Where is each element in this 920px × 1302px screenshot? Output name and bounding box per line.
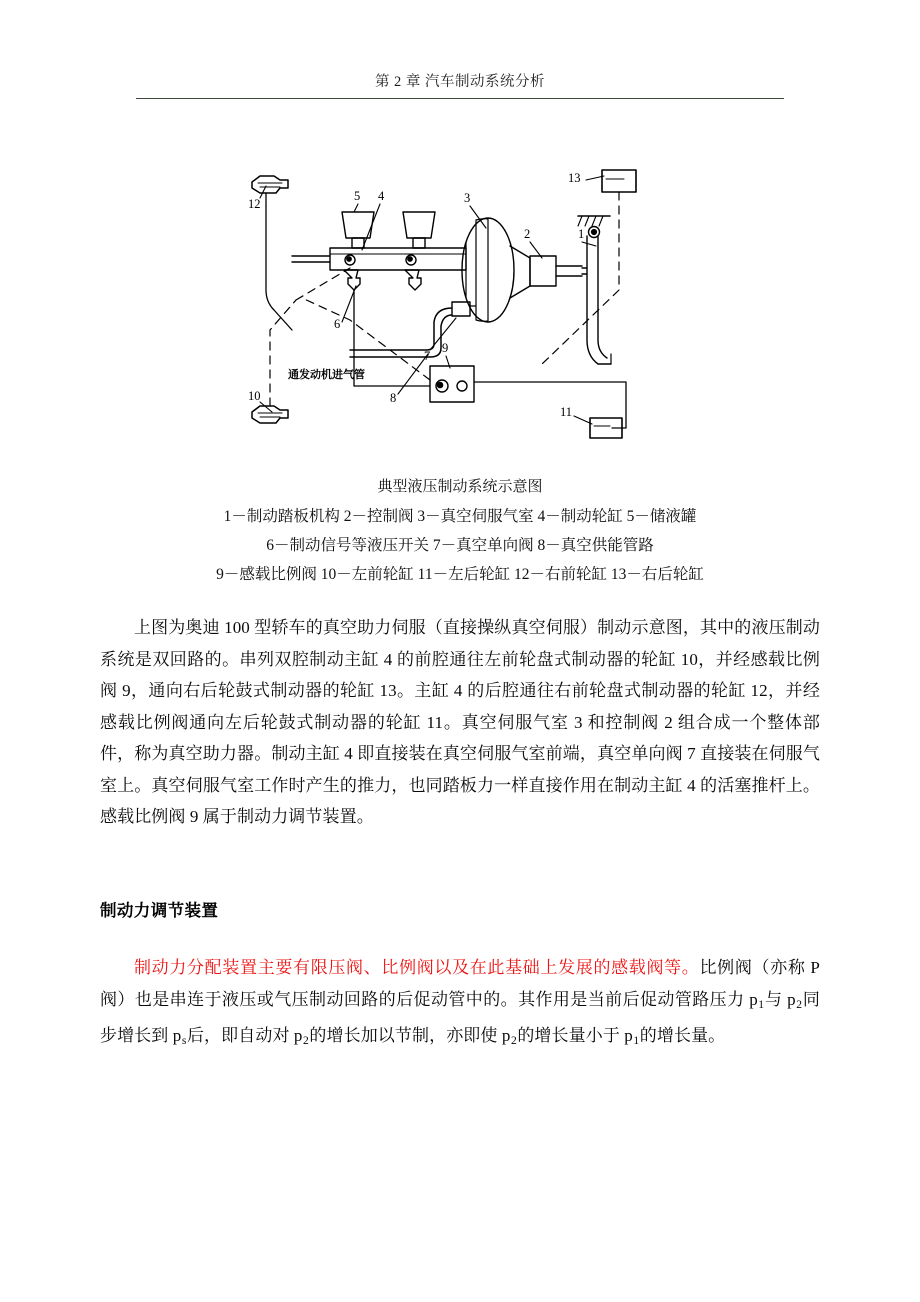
para2-seg-3: 同步增长到 p	[100, 989, 820, 1046]
section-heading-block	[100, 898, 820, 924]
para2-seg-4: 后，即自动对 p	[186, 1026, 303, 1046]
subscript-s: s	[181, 1034, 187, 1048]
callout-leaders	[260, 176, 604, 424]
figure-block	[0, 150, 920, 589]
reservoir-5-right	[403, 212, 435, 248]
page-section-title: 制动力调节装置	[100, 901, 219, 920]
reservoir-5-left	[342, 212, 374, 248]
wheel-cylinder-13-shape	[602, 170, 636, 192]
vacuum-check-valve-7	[452, 302, 476, 316]
callout-2: 2	[524, 227, 531, 241]
callout-6: 6	[334, 317, 341, 331]
header-title: 第 2 章 汽车制动系统分析	[374, 74, 546, 90]
callout-8: 8	[390, 391, 397, 405]
brake-system-schematic-svg	[230, 150, 690, 470]
para2-seg-1: 比例阀（亦称 P 阀）也是串连于液压或气压制动回路的后促动管中的。其作用是当前后促动管路压力 p	[100, 958, 820, 1009]
engine-intake-label: 通发动机进气管	[288, 368, 365, 381]
vacuum-supply-line-8	[350, 308, 452, 357]
figure-legend	[0, 502, 920, 589]
main-paragraph-2-block	[100, 952, 820, 1057]
subscript-2c: 2	[510, 1034, 517, 1048]
page-header	[136, 72, 784, 92]
subscript-2b: 2	[303, 1034, 309, 1048]
master-cylinder-4	[292, 248, 466, 290]
para2-seg-2: 与 p	[764, 989, 796, 1009]
figure-caption: 典型液压制动系统示意图	[377, 479, 543, 495]
callout-13: 13	[568, 171, 581, 185]
paragraph-proportioning-valve	[100, 952, 820, 1057]
main-paragraph-1-block	[100, 612, 820, 833]
callout-3: 3	[464, 191, 471, 205]
para2-seg-5: 的增长加以节制，亦即使 p	[309, 1026, 511, 1046]
paragraph-intro: 上图为奥迪 100 型轿车的真空助力伺服（直接操纵真空伺服）制动示意图，其中的液压制动系统是双回路的。串列双腔制动主缸 4 的前腔通往左前轮盘式制动器的轮缸 10，并经感载比例阀 9，通向右后轮鼓式制动器的轮缸 13。主缸 4 的后腔通往右前轮盘式制动器的轮缸 12，并经感载比例阀通向左后轮鼓式制动器的轮缸 11。真空伺服气室 3 和控制阀 2 组合成一个整体部件，称为真空助力器。制动主缸 4 即直接装在真空伺服气室前端，真空单向阀 7 直接装在伺服气室上。真空伺服气室工作时产生的推力，也同踏板力一样直接作用在制动主缸 4 的活塞推杆上。感载比例阀 9 属于制动力调节装置。	[100, 618, 820, 826]
legend-line-2: 6－制动信号等液压开关 7－真空单向阀 8－真空供能管路	[266, 537, 654, 554]
callout-1: 1	[578, 227, 585, 241]
header-divider	[136, 98, 784, 99]
para2-seg-7: 的增长量。	[639, 1026, 726, 1046]
legend-line-1: 1－制动踏板机构 2－控制阀 3－真空伺服气室 4－制动轮缸 5－储液罐	[223, 508, 697, 525]
callout-12: 12	[248, 197, 261, 211]
callout-7: 7	[424, 349, 431, 363]
para2-seg-6: 的增长量小于 p	[517, 1026, 633, 1046]
subscript-2: 2	[796, 997, 803, 1011]
callout-10: 10	[248, 389, 261, 403]
proportioning-valve-9	[430, 366, 474, 402]
control-valve-2	[530, 256, 582, 286]
subscript-1: 1	[758, 997, 765, 1011]
callout-9: 9	[442, 341, 449, 355]
legend-line-3: 9－感载比例阀 10－左前轮缸 11－左后轮缸 12－右前轮缸 13－右后轮缸	[216, 566, 704, 583]
callout-5: 5	[354, 189, 361, 203]
callout-4: 4	[378, 189, 385, 203]
red-highlight-sentence: 制动力分配装置主要有限压阀、比例阀以及在此基础上发展的感载阀等。	[134, 958, 700, 977]
hydraulic-brake-system-diagram	[0, 150, 920, 470]
callout-11: 11	[560, 405, 573, 419]
wheel-cylinder-10-shape	[252, 406, 288, 423]
subscript-1b: 1	[633, 1034, 640, 1048]
